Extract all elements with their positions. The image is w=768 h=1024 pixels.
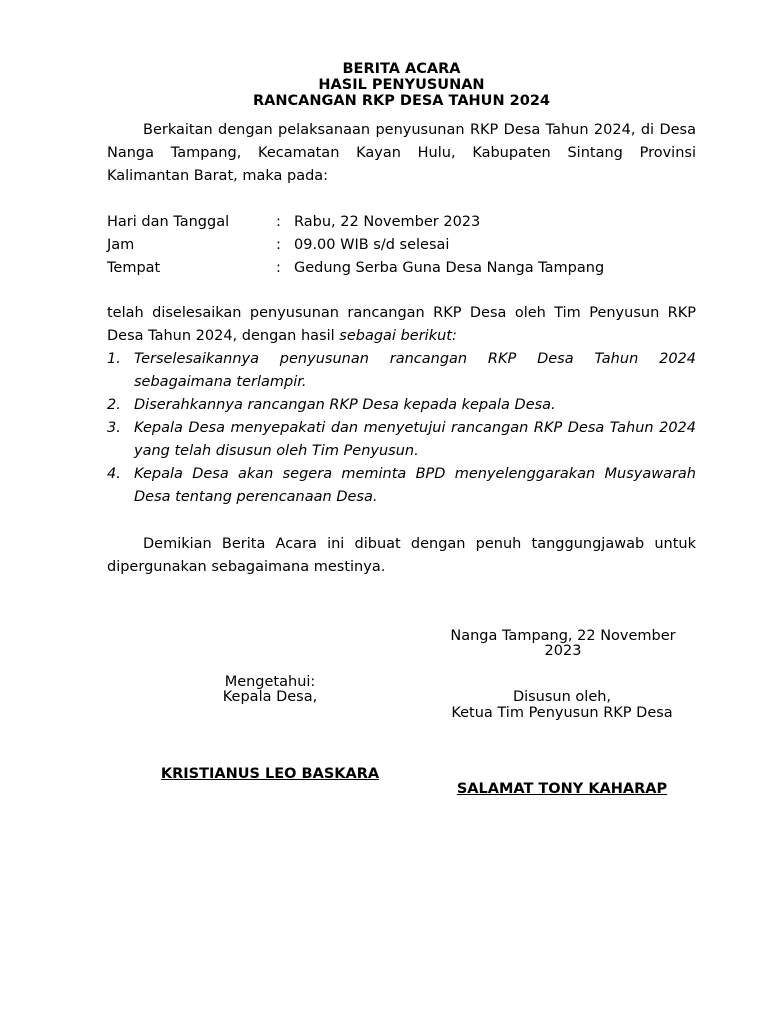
detail-colon-time: : (276, 237, 281, 253)
results-list (107, 348, 696, 509)
doc-title-line2: HASIL PENYUSUNAN (318, 77, 485, 93)
detail-value-date: Rabu, 22 November 2023 (294, 214, 481, 230)
intro-paragraph: Berkaitan dengan pelaksanaan penyusunan RKP Desa Tahun 2024, di Desa Nanga Tampang, Kecamatan Kayan Hulu, Kabupaten Sintang Provinsi Kalimantan Barat, maka pada: (107, 122, 696, 184)
list-item-text: Diserahkannya rancangan RKP Desa kepada kepala Desa. (134, 397, 556, 413)
list-item (107, 417, 696, 463)
result-intro-paragraph (107, 302, 696, 348)
closing-paragraph: Demikian Berita Acara ini dibuat dengan penuh tanggungjawab untuk dipergunakan sebagaimana mestinya. (107, 536, 696, 575)
result-intro-italic: sebagai berikut: (339, 328, 457, 344)
place-date: Nanga Tampang, 22 November 2023 (450, 628, 676, 659)
list-item-text: Terselesaikannya penyusunan rancangan RKP Desa Tahun 2024 sebagaimana terlampir. (134, 351, 696, 390)
result-intro-text: telah diselesaikan penyusunan rancangan RKP Desa oleh Tim Penyusun RKP Desa Tahun 2024, dengan hasil (107, 305, 696, 344)
detail-colon-date: : (276, 214, 281, 230)
detail-colon-place: : (276, 260, 281, 276)
detail-label-time: Jam (107, 237, 135, 253)
detail-label-date: Hari dan Tanggal (107, 214, 230, 230)
left-signature-line1: Mengetahui: (224, 674, 316, 690)
list-item (107, 348, 696, 394)
list-item-text: Kepala Desa akan segera meminta BPD menyelenggarakan Musyawarah Desa tentang perencanaan Desa. (134, 466, 696, 505)
list-item (107, 394, 696, 417)
list-item-number: 1. (107, 351, 121, 367)
doc-title-line3: RANCANGAN RKP DESA TAHUN 2024 (253, 93, 550, 109)
list-item-number: 3. (107, 420, 121, 436)
right-signature-line1: Disusun oleh, (512, 689, 612, 705)
detail-value-place: Gedung Serba Guna Desa Nanga Tampang (294, 260, 605, 276)
list-item-number: 4. (107, 466, 121, 482)
right-signature-line2: Ketua Tim Penyusun RKP Desa (451, 705, 673, 721)
right-signatory-name: SALAMAT TONY KAHARAP (456, 781, 668, 797)
list-item-text: Kepala Desa menyepakati dan menyetujui rancangan RKP Desa Tahun 2024 yang telah disusun oleh Tim Penyusun. (134, 420, 696, 459)
list-item-number: 2. (107, 397, 121, 413)
list-item (107, 463, 696, 509)
left-signature-line2: Kepala Desa, (222, 689, 318, 705)
detail-label-place: Tempat (107, 260, 161, 276)
doc-title-line1: BERITA ACARA (342, 61, 461, 77)
detail-value-time: 09.00 WIB s/d selesai (294, 237, 450, 253)
left-signatory-name: KRISTIANUS LEO BASKARA (160, 766, 380, 782)
